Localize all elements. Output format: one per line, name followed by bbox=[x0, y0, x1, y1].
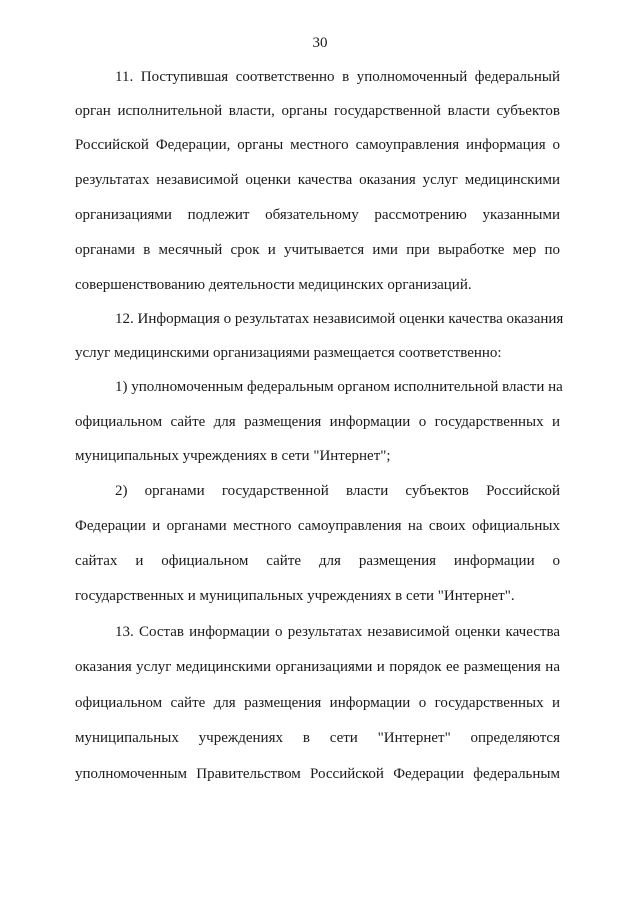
text-line: Федерации и органами местного самоуправления на своих официальных bbox=[75, 518, 560, 534]
text-line: Российской Федерации, органы местного самоуправления информация о bbox=[75, 137, 560, 153]
text-line: официальном сайте для размещения информации о государственных и bbox=[75, 695, 560, 711]
text-line: официальном сайте для размещения информации о государственных и bbox=[75, 414, 560, 430]
text-line: организациями подлежит обязательному рассмотрению указанными bbox=[75, 207, 560, 223]
text-line: 1) уполномоченным федеральным органом исполнительной власти на bbox=[115, 379, 563, 395]
text-line: государственных и муниципальных учреждениях в сети "Интернет". bbox=[75, 588, 515, 604]
text-line: 13. Состав информации о результатах независимой оценки качества bbox=[115, 624, 560, 640]
text-line: уполномоченным Правительством Российской Федерации федеральным bbox=[75, 766, 560, 782]
text-line: 11. Поступившая соответственно в уполномоченный федеральный bbox=[115, 69, 560, 85]
text-line: результатах независимой оценки качества оказания услуг медицинскими bbox=[75, 172, 560, 188]
text-line: услуг медицинскими организациями размещается соответственно: bbox=[75, 345, 502, 361]
text-line: сайтах и официальном сайте для размещения информации о bbox=[75, 553, 560, 569]
text-line: муниципальных учреждениях в сети "Интернет"; bbox=[75, 448, 391, 464]
text-line: орган исполнительной власти, органы государственной власти субъектов bbox=[75, 103, 560, 119]
text-line: совершенствованию деятельности медицинских организаций. bbox=[75, 277, 472, 293]
page-number: 30 bbox=[312, 35, 328, 51]
text-line: оказания услуг медицинскими организациями и порядок ее размещения на bbox=[75, 659, 560, 675]
text-line: муниципальных учреждениях в сети "Интернет" определяются bbox=[75, 730, 560, 746]
text-line: 12. Информация о результатах независимой оценки качества оказания bbox=[115, 311, 564, 327]
text-line: 2) органами государственной власти субъектов Российской bbox=[115, 483, 560, 499]
text-line: органами в месячный срок и учитывается ими при выработке мер по bbox=[75, 242, 560, 258]
